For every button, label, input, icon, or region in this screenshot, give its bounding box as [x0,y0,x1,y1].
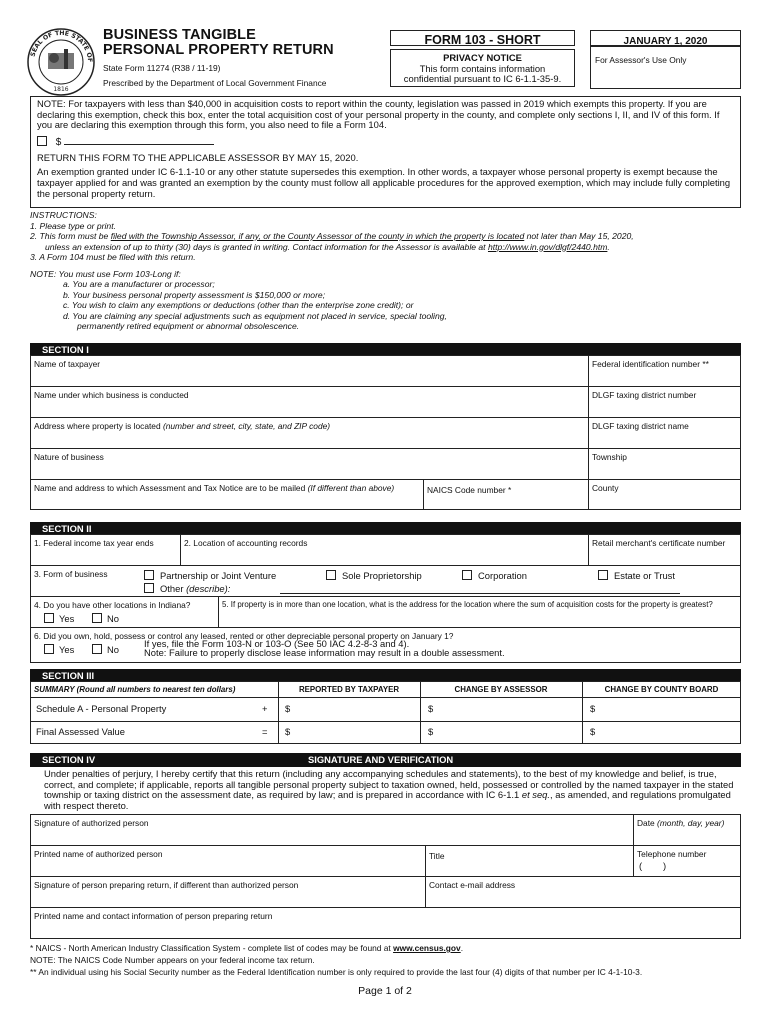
instructions-heading: INSTRUCTIONS: [30,210,97,220]
other-locations-label: 4. Do you have other locations in Indiana? [34,600,191,610]
page-number: Page 1 of 2 [358,985,412,997]
signature-authorized-field[interactable]: Signature of authorized person [34,818,149,828]
section3-header: SECTION III [30,669,741,682]
property-address-field[interactable]: Address where property is located (number and street, city, state, and ZIP code) [34,421,331,431]
telephone-parens: ( ) [639,860,667,871]
section2-header: SECTION II [30,522,741,535]
schedule-a-label: Schedule A - Personal Property [36,703,167,714]
acquisition-cost-field[interactable] [64,135,214,145]
preparer-printed-name-field[interactable]: Printed name and contact information of person preparing return [34,911,273,921]
date-box [590,30,741,46]
sole-proprietorship-checkbox[interactable] [326,570,336,580]
seal-text: SEAL OF THE STATE OF [29,29,94,63]
schedule-a-assessor-field[interactable]: $ [428,703,434,714]
preparer-signature-field[interactable]: Signature of person preparing return, if different than authorized person [34,880,299,890]
retail-cert-field[interactable]: Retail merchant's certificate number [592,538,726,548]
form-title-line2: PERSONAL PROPERTY RETURN [103,42,334,58]
leased-note: Note: Failure to properly disclose lease information may result in a double assessment. [144,647,505,658]
signature-date-field[interactable]: Date (month, day, year) [637,818,725,828]
col-change-by-assessor: CHANGE BY ASSESSOR [454,685,548,694]
col-reported-by-taxpayer: REPORTED BY TAXPAYER [298,685,400,694]
printed-name-field[interactable]: Printed name of authorized person [34,849,163,859]
final-assessed-op: = [262,726,268,737]
dlgf-link[interactable]: http://www.in.gov/dlgf/2440.htm [487,241,608,252]
prescribed-by: Prescribed by the Department of Local Government Finance [103,78,327,88]
note-d-cont: permanently retired equipment or abnormal obsolescence. [77,321,300,331]
form-number-box [390,30,575,46]
sole-proprietorship-option[interactable]: Sole Proprietorship [326,570,422,582]
schedule-a-op: + [262,703,268,714]
note-d: d. You are claiming any special adjustments such as equipment not placed in service, special tooling, [63,310,447,321]
form-of-business-label: 3. Form of business [34,569,108,579]
other-describe-line[interactable] [280,593,680,594]
section4-title: SECTION IV [42,754,96,765]
state-form-number: State Form 11274 (R38 / 11-19) [103,63,221,73]
dlgf-district-number-field[interactable]: DLGF taxing district number [592,390,697,400]
form-number: FORM 103 - SHORT [424,33,541,47]
telephone-field[interactable]: Telephone number [637,849,707,859]
instruction-3: 3. A Form 104 must be filed with this return. [30,252,196,262]
leased-yes-checkbox[interactable] [44,644,54,654]
exemption-supersede-text: An exemption granted under IC 6-1.1-10 or any other statute supersedes this exemption. In other words, a taxpayer whose personal property is exempt because the taxpayer applied for and was granted an exemption by the county must follow all applicable procedures for the approved exemption, which may include fully completing the personal property return. [37,166,731,199]
naics-code-field[interactable]: NAICS Code number * [427,485,512,495]
county-field[interactable]: County [592,483,619,493]
leased-if-yes: If yes, file the Form 103-N or 103-O (See 50 IAC 4.2-8-3 and 4). [144,638,410,649]
assessor-use-box [590,46,741,89]
corporation-checkbox[interactable] [462,570,472,580]
instruction-2-cont: unless an extension of up to thirty (30) days is granted in writing. Contact information for the Assessor is available at http://www.in.gov/dlgf/2440.htm. [45,241,610,252]
other-checkbox[interactable] [144,583,154,593]
leased-no[interactable]: No [92,644,119,656]
name-of-taxpayer-field[interactable]: Name of taxpayer [34,359,101,369]
census-link[interactable]: www.census.gov [393,943,461,953]
federal-id-field[interactable]: Federal identification number ** [592,359,709,369]
exemption-checkbox[interactable] [37,136,47,146]
other-locations-no-checkbox[interactable] [92,613,102,623]
mailing-address-field[interactable]: Name and address to which Assessment and Tax Notice are to be mailed (If different than above) [34,483,395,493]
greatest-location-field[interactable]: 5. If property is in more than one location, what is the address for the location where the sum of acquisition costs for the property is greatest? [222,600,713,609]
dollar-sign: $ [55,136,62,148]
final-assessed-label: Final Assessed Value [36,726,125,737]
leased-property-question: 6. Did you own, hold, possess or control any leased, rented or other depreciable personal property on January 1? [34,631,454,641]
return-by-text: RETURN THIS FORM TO THE APPLICABLE ASSESSOR BY MAY 15, 2020. [37,151,359,163]
final-assessed-board-field[interactable]: $ [590,726,596,737]
exemption-note-box [30,96,741,208]
form-title-line1: BUSINESS TANGIBLE [103,27,256,43]
seal-year: 1816 [53,86,69,93]
naics-footnote: * NAICS - North American Industry Classification System - complete list of codes may be found at www.census.gov. [30,943,464,953]
note-c: c. You wish to claim any exemptions or deductions (other than the enterprise zone credit); or [63,300,414,310]
township-field[interactable]: Township [592,452,627,462]
contact-email-field[interactable]: Contact e-mail address [429,880,516,890]
nature-of-business-field[interactable]: Nature of business [34,452,104,462]
signature-verification-heading: SIGNATURE AND VERIFICATION [308,754,454,765]
dlgf-district-name-field[interactable]: DLGF taxing district name [592,421,689,431]
schedule-a-taxpayer-field[interactable]: $ [285,703,291,714]
accounting-records-field[interactable]: 2. Location of accounting records [184,538,308,548]
partnership-checkbox[interactable] [144,570,154,580]
instruction-1: 1. Please type or print. [30,220,116,231]
title-field[interactable]: Title [429,851,445,861]
note-b: b. Your business personal property assessment is $150,000 or more; [63,289,326,300]
instruction-2: 2. This form must be filed with the Township Assessor, if any, or the County Assessor of the county in which the property is located not later than May 15, 2020, [30,231,634,241]
privacy-line1: This form contains information [419,62,546,74]
other-locations-no[interactable]: No [92,613,119,625]
col-change-by-board: CHANGE BY COUNTY BOARD [604,685,719,694]
partnership-option[interactable]: Partnership or Joint Venture [144,570,276,582]
corporation-option[interactable]: Corporation [462,570,527,582]
assessor-use-label: For Assessor's Use Only [595,55,687,65]
estate-trust-checkbox[interactable] [598,570,608,580]
schedule-a-board-field[interactable]: $ [590,703,596,714]
other-option[interactable]: Other (describe): [144,583,230,595]
note-long-heading: NOTE: You must use Form 103-Long if: [30,268,181,279]
section1-header: SECTION I [30,343,741,356]
summary-header: SUMMARY (Round all numbers to nearest ten dollars) [34,685,236,694]
estate-trust-option[interactable]: Estate or Trust [598,570,675,582]
note-a: a. You are a manufacturer or processor; [63,279,215,289]
privacy-notice-box [390,49,575,87]
privacy-title: PRIVACY NOTICE [443,52,522,63]
naics-note: NOTE: The NAICS Code Number appears on your federal income tax return. [30,955,315,965]
other-locations-yes[interactable]: Yes [44,613,74,625]
ssn-footnote: ** An individual using his Social Security number as the Federal Identification number is only required to provide the last four (4) digits of that number per IC 4-1-10-3. [30,967,643,977]
perjury-statement: Under penalties of perjury, I hereby certify that this return (including any accompanying schedules and statements), to the best of my knowledge and belief, is true, correct, and complete; if applicable, reports all tangible personal property subject to taxation owned, held, possessed or controlled by the named taxpayer in the stated township or taxing district on the assessment date, as required by law; and is prepared in accordance with IC 6-1.1 et seq., as amended, and regulations promulgated with respect thereto. [44,768,734,811]
leased-yes[interactable]: Yes [44,644,74,656]
business-name-field[interactable]: Name under which business is conducted [34,390,189,400]
section4-header [30,753,741,767]
fed-tax-year-field[interactable]: 1. Federal income tax year ends [34,538,154,548]
leased-no-checkbox[interactable] [92,644,102,654]
final-assessed-taxpayer-field[interactable]: $ [285,726,291,737]
privacy-line2: confidential pursuant to IC 6-1.1-35-9. [403,73,562,85]
final-assessed-assessor-field[interactable]: $ [428,726,434,737]
other-locations-yes-checkbox[interactable] [44,613,54,623]
form-date: JANUARY 1, 2020 [623,36,708,47]
state-seal [26,27,96,97]
exemption-note-text: NOTE: For taxpayers with less than $40,000 in acquisition costs to report within the county, legislation was passed in 2019 which exempts this property. If you are declaring this exemption, check this box, enter the total acquisition cost of your personal property in the county, and complete only sections I, II, and IV of this form. If you are declaring this exemption through this form, you also need to file a Form 104. [37,98,720,131]
